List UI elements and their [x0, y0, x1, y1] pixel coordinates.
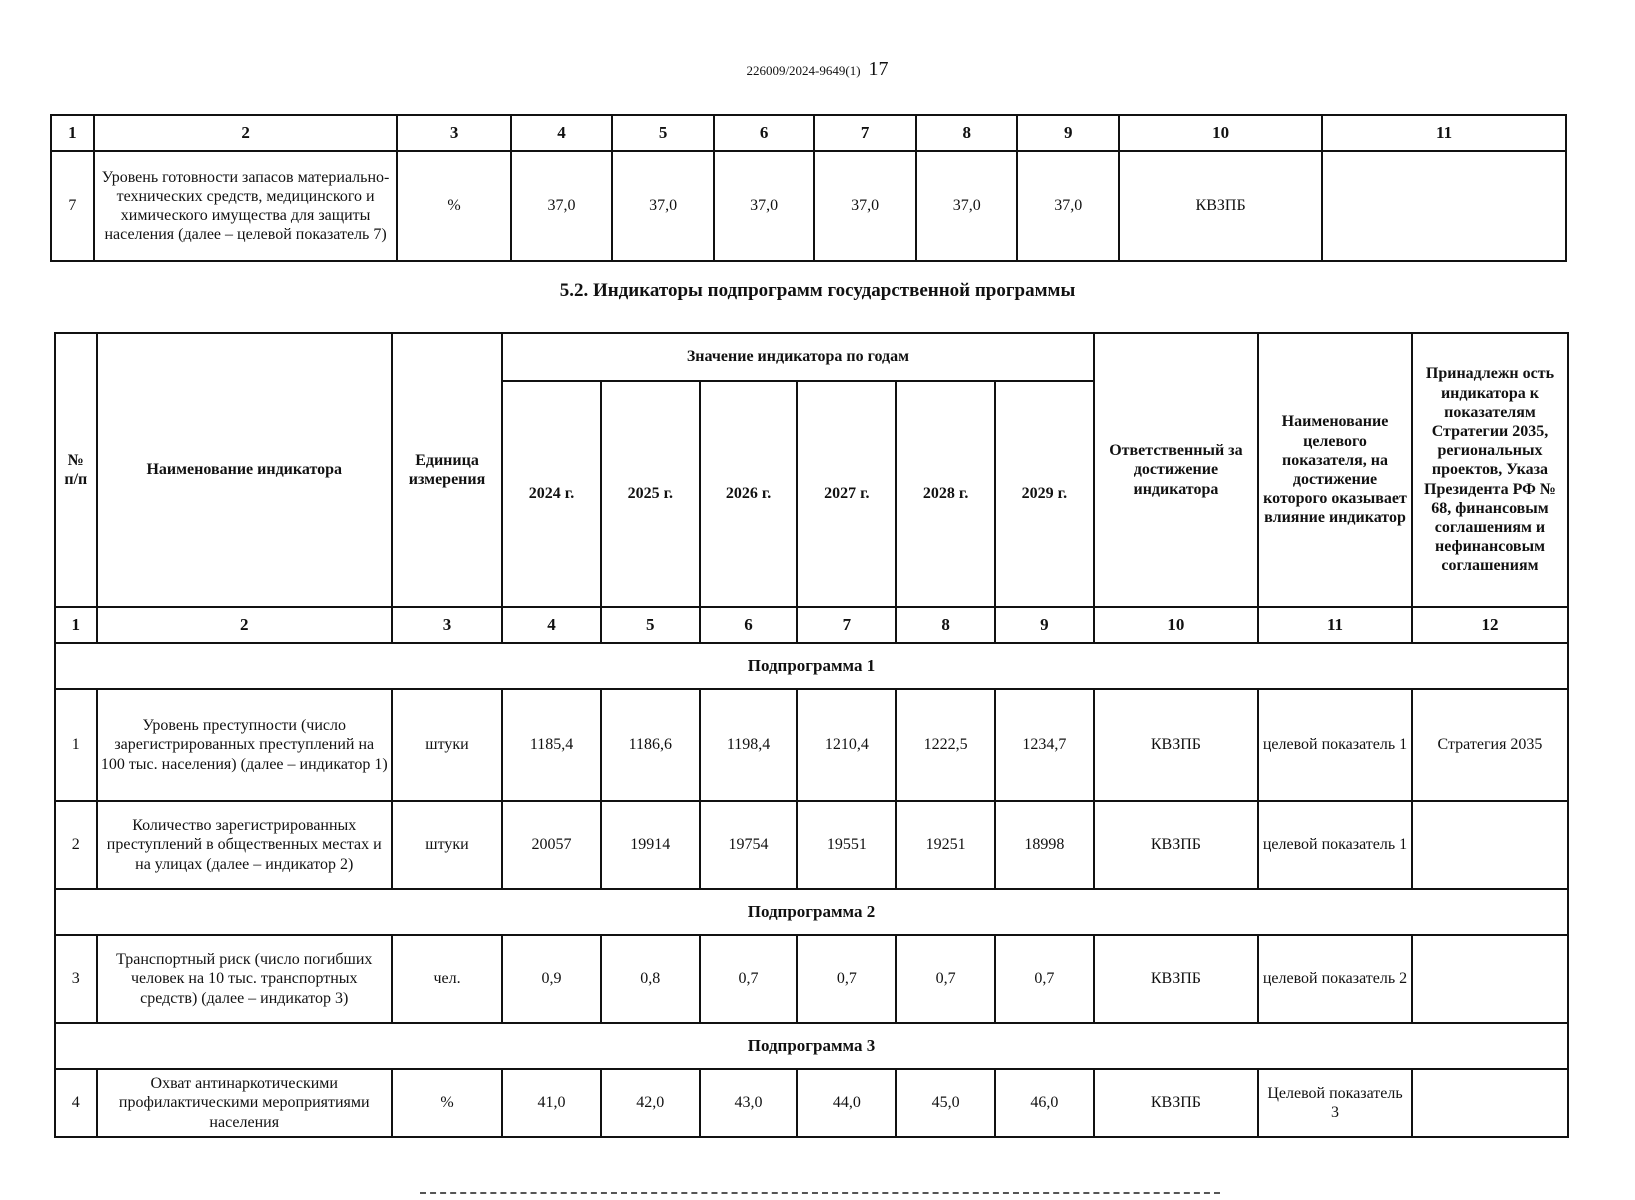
header-unit: Единица измерения [392, 333, 502, 607]
table-row [55, 1069, 1568, 1137]
indicator-name: Охват антинаркотическими профилактическими мероприятиями населения [97, 1069, 392, 1137]
responsible: КВЗПБ [1094, 935, 1258, 1023]
col-number: 3 [392, 607, 502, 643]
col-number: 2 [94, 115, 398, 151]
col-number: 2 [97, 607, 392, 643]
col-number: 8 [896, 607, 995, 643]
col-number: 10 [1094, 607, 1258, 643]
document-number: 226009/2024-9649(1) [746, 63, 861, 78]
header-year: 2027 г. [797, 381, 896, 607]
col-number: 4 [502, 607, 601, 643]
table-row [55, 689, 1568, 801]
unit: % [397, 151, 510, 261]
header-values-group: Значение индикатора по годам [502, 333, 1094, 381]
value-cell: 42,0 [601, 1069, 700, 1137]
column-number-row [51, 115, 1566, 151]
value-cell: 1222,5 [896, 689, 995, 801]
header-name: Наименование индикатора [97, 333, 392, 607]
target-indicator: Целевой показатель 3 [1258, 1069, 1412, 1137]
col-number: 6 [700, 607, 798, 643]
header-responsible: Ответственный за достижение индикатора [1094, 333, 1258, 607]
belonging: Стратегия 2035 [1412, 689, 1568, 801]
unit: чел. [392, 935, 502, 1023]
header-year: 2025 г. [601, 381, 700, 607]
col-number: 3 [397, 115, 510, 151]
value-cell: 46,0 [995, 1069, 1094, 1137]
header-year: 2024 г. [502, 381, 601, 607]
col-number: 5 [612, 115, 714, 151]
col-number: 10 [1119, 115, 1322, 151]
col-number: 7 [797, 607, 896, 643]
unit: штуки [392, 801, 502, 889]
row-number: 4 [55, 1069, 97, 1137]
value-cell: 37,0 [814, 151, 916, 261]
responsible: КВЗПБ [1094, 1069, 1258, 1137]
value-cell: 37,0 [1017, 151, 1119, 261]
page-number: 17 [868, 58, 889, 80]
table-row [55, 801, 1568, 889]
header-year: 2026 г. [700, 381, 798, 607]
col-number: 11 [1258, 607, 1412, 643]
value-cell: 20057 [502, 801, 601, 889]
value-cell: 0,7 [896, 935, 995, 1023]
table-row [55, 935, 1568, 1023]
indicator-name: Уровень готовности запасов материально-технических средств, медицинского и химического имущества для защиты населения (далее – целевой показатель 7) [94, 151, 398, 261]
indicator-name: Транспортный риск (число погибших человек на 10 тыс. транспортных средств) (далее – индикатор 3) [97, 935, 392, 1023]
responsible: КВЗПБ [1094, 801, 1258, 889]
value-cell: 41,0 [502, 1069, 601, 1137]
belonging [1412, 801, 1568, 889]
indicator-name: Количество зарегистрированных преступлений в общественных местах и на улицах (далее – индикатор 2) [97, 801, 392, 889]
col-number: 7 [814, 115, 916, 151]
col-number: 9 [1017, 115, 1119, 151]
subprogram-row [55, 889, 1568, 935]
section-title: 5.2. Индикаторы подпрограмм государственной программы [559, 280, 1076, 301]
value-cell: 19251 [896, 801, 995, 889]
header-target: Наименование целевого показателя, на достижение которого оказывает влияние индикатор [1258, 333, 1412, 607]
header-belonging: Принадлежн ость индикатора к показателям Стратегии 2035, региональных проектов, Указа Президента РФ № 68, финансовым соглашениям и нефинансовым соглашениям [1412, 333, 1568, 607]
value-cell: 19914 [601, 801, 700, 889]
col-number: 8 [916, 115, 1018, 151]
value-cell: 1234,7 [995, 689, 1094, 801]
table-row [51, 151, 1566, 261]
target-indicator: целевой показатель 1 [1258, 801, 1412, 889]
belonging [1412, 1069, 1568, 1137]
value-cell: 0,9 [502, 935, 601, 1023]
responsible: КВЗПБ [1094, 689, 1258, 801]
value-cell: 19754 [700, 801, 798, 889]
value-cell: 19551 [797, 801, 896, 889]
document-header [0, 58, 1635, 81]
value-cell: 1198,4 [700, 689, 798, 801]
header-year: 2028 г. [896, 381, 995, 607]
col-number: 9 [995, 607, 1094, 643]
value-cell: 1185,4 [502, 689, 601, 801]
col-number: 6 [714, 115, 815, 151]
col-number: 5 [601, 607, 700, 643]
subprogram-indicators-table [54, 332, 1569, 1138]
value-cell: 0,8 [601, 935, 700, 1023]
subprogram-title: Подпрограмма 3 [55, 1023, 1568, 1069]
col-number: 1 [55, 607, 97, 643]
row-number: 7 [51, 151, 94, 261]
value-cell: 37,0 [714, 151, 815, 261]
value-cell: 18998 [995, 801, 1094, 889]
header-year: 2029 г. [995, 381, 1094, 607]
subprogram-title: Подпрограмма 2 [55, 889, 1568, 935]
value-cell: 45,0 [896, 1069, 995, 1137]
target-indicator: целевой показатель 1 [1258, 689, 1412, 801]
subprogram-title: Подпрограмма 1 [55, 643, 1568, 689]
subprogram-row [55, 1023, 1568, 1069]
page-bottom-divider [420, 1192, 1220, 1194]
col-number: 12 [1412, 607, 1568, 643]
indicator-name: Уровень преступности (число зарегистрированных преступлений на 100 тыс. населения) (далее – индикатор 1) [97, 689, 392, 801]
unit: штуки [392, 689, 502, 801]
extra-cell [1322, 151, 1566, 261]
value-cell: 37,0 [612, 151, 714, 261]
value-cell: 1210,4 [797, 689, 896, 801]
col-number: 11 [1322, 115, 1566, 151]
top-indicators-table [50, 114, 1567, 262]
value-cell: 44,0 [797, 1069, 896, 1137]
value-cell: 1186,6 [601, 689, 700, 801]
row-number: 1 [55, 689, 97, 801]
unit: % [392, 1069, 502, 1137]
header-num: № п/п [55, 333, 97, 607]
value-cell: 37,0 [511, 151, 613, 261]
value-cell: 37,0 [916, 151, 1018, 261]
value-cell: 43,0 [700, 1069, 798, 1137]
row-number: 3 [55, 935, 97, 1023]
value-cell: 0,7 [797, 935, 896, 1023]
header-row [55, 333, 1568, 381]
responsible: КВЗПБ [1119, 151, 1322, 261]
column-number-row [55, 607, 1568, 643]
value-cell: 0,7 [700, 935, 798, 1023]
row-number: 2 [55, 801, 97, 889]
col-number: 1 [51, 115, 94, 151]
belonging [1412, 935, 1568, 1023]
value-cell: 0,7 [995, 935, 1094, 1023]
col-number: 4 [511, 115, 613, 151]
subprogram-row [55, 643, 1568, 689]
target-indicator: целевой показатель 2 [1258, 935, 1412, 1023]
